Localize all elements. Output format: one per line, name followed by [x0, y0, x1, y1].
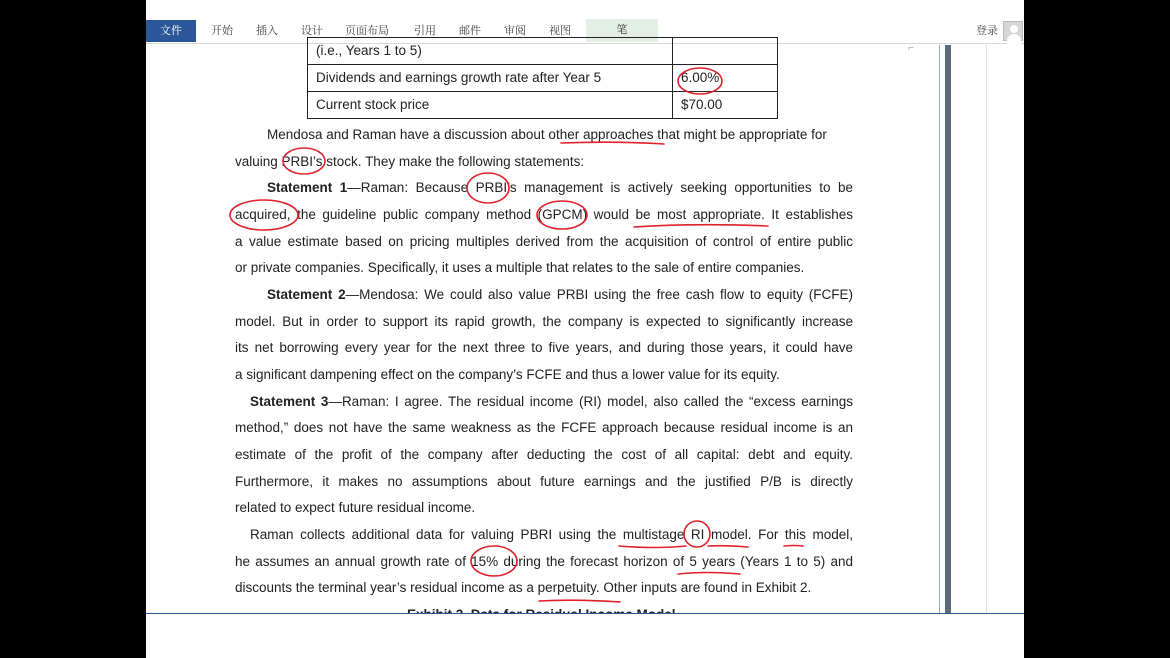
statement-label: Statement 2: [267, 287, 346, 302]
paragraph-line: its net borrowing every year for the next three to five years, and during those years, it could have: [235, 340, 853, 355]
ink-underline-multistage: [619, 546, 686, 548]
user-head-icon: [1010, 25, 1018, 33]
growth-inputs-table: [307, 37, 778, 119]
table-cell: (i.e., Years 1 to 5): [308, 38, 673, 65]
ink-underline-ri-model: [708, 546, 748, 547]
statement-label: Statement 3: [250, 394, 329, 409]
paragraph-line: he assumes an annual growth rate of 15% during the forecast horizon of 5 years (Years 1 to 5) and: [235, 554, 853, 569]
tab-design[interactable]: 设计: [301, 25, 323, 37]
user-body-icon: [1007, 34, 1021, 44]
tab-references[interactable]: 引用: [414, 25, 436, 37]
statement-text: —Raman: Because PRBI’s management is actively seeking opportunities to be: [347, 180, 853, 195]
lower-blank-area: [146, 614, 1024, 658]
statement-label: Statement 1: [267, 180, 348, 195]
statement-text: —Mendosa: We could also value PRBI using the free cash flow to equity (FCFE): [345, 287, 853, 302]
margin-marker-icon: ⌐: [908, 43, 914, 54]
tab-file[interactable]: 文件: [146, 20, 196, 42]
paragraph-line: Raman collects additional data for valuing PBRI using the multistage RI model. For this model,: [250, 527, 853, 542]
ink-underline-perpetuity: [539, 600, 620, 602]
paragraph-line: [235, 392, 853, 412]
avatar[interactable]: [1003, 21, 1023, 41]
ink-underline-5-years: [678, 573, 740, 575]
page-edge: [945, 45, 951, 613]
table-row: [308, 38, 778, 65]
table-cell: 6.00%: [673, 65, 778, 92]
tab-home[interactable]: 开始: [211, 25, 233, 37]
paragraph-line: model. But in order to support its rapid growth, the company is expected to significantly increase: [235, 314, 853, 329]
paragraph-line: Furthermore, it makes no assumptions about future earnings and the justified P/B is directly: [235, 474, 853, 489]
margin-ruler: [986, 45, 987, 613]
table-cell: Current stock price: [308, 92, 673, 119]
tab-mailings[interactable]: 邮件: [459, 25, 481, 37]
ink-underline-most-appropriate: [634, 225, 768, 227]
paragraph-line: acquired, the guideline public company method (GPCM) would be most appropriate. It establishes: [235, 207, 853, 222]
table-cell: [673, 38, 778, 65]
tab-view[interactable]: 视图: [549, 25, 571, 37]
paragraph-line: a value estimate based on pricing multiples derived from the acquisition of control of entire public: [235, 234, 853, 249]
paragraph-line: or private companies. Specifically, it uses a multiple that relates to the sale of entire companies.: [235, 260, 805, 275]
statement-text: —Raman: I agree. The residual income (RI) model, also called the “excess earnings: [328, 394, 853, 409]
paragraph-line: [235, 178, 853, 198]
paragraph-line: related to expect future residual income.: [235, 500, 476, 515]
table-row: [308, 65, 778, 92]
tab-page-layout[interactable]: 页面布局: [345, 25, 389, 37]
table-row: [308, 92, 778, 119]
ink-underline-for-this: [784, 546, 803, 547]
table-cell: $70.00: [673, 92, 778, 119]
login-link[interactable]: 登录: [976, 25, 998, 37]
tab-review[interactable]: 审阅: [504, 25, 526, 37]
paragraph-line: Mendosa and Raman have a discussion about other approaches that might be appropriate for: [267, 127, 827, 142]
paragraph-line: a significant dampening effect on the company’s FCFE and thus a lower value for its equity.: [235, 367, 780, 382]
word-window: [146, 0, 1024, 658]
page-edge-line: [939, 45, 940, 613]
paragraph-line: discounts the terminal year’s residual income as a perpetuity. Other inputs are found in Exhibit 2.: [235, 580, 812, 595]
paragraph-line: method,” does not have the same weakness as the FCFE approach because residual income is an: [235, 420, 853, 435]
tab-insert[interactable]: 插入: [256, 25, 278, 37]
paragraph-line: valuing PRBI’s stock. They make the following statements:: [235, 154, 585, 169]
paragraph-line: estimate of the profit of the company after deducting the cost of all capital: debt and equity.: [235, 447, 853, 462]
table-cell: Dividends and earnings growth rate after Year 5: [308, 65, 673, 92]
document-page[interactable]: [146, 45, 1024, 613]
tab-pen[interactable]: 笔: [586, 19, 658, 42]
paragraph-line: [235, 285, 853, 305]
